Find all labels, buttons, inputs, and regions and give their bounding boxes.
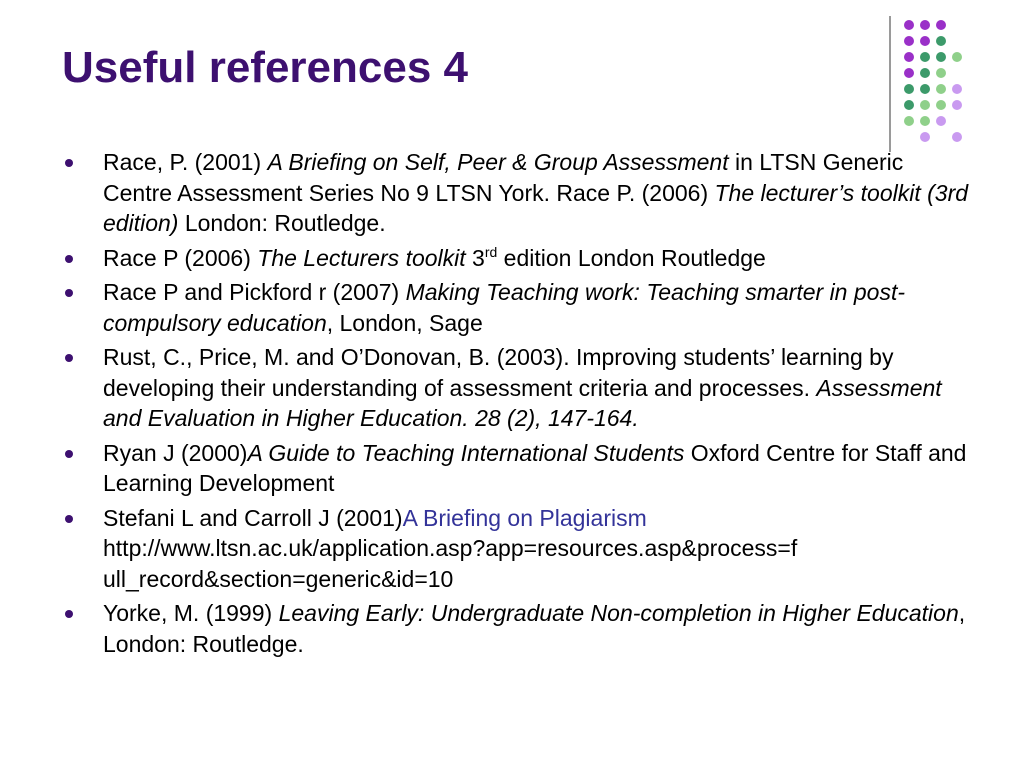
dot: [936, 116, 946, 126]
dot: [920, 52, 930, 62]
ref-text: Stefani L and Carroll J (2001): [103, 504, 403, 531]
dot: [920, 100, 930, 110]
dot: [936, 68, 946, 78]
reference-item: [62, 147, 972, 239]
ref-url: ull_record&section=generic&id=10: [103, 565, 454, 592]
dot: [952, 52, 962, 62]
dot: [920, 68, 930, 78]
ref-title: Assessment and Evaluation in Higher Education. 28 (2), 147-164.: [103, 374, 942, 431]
dot: [936, 36, 946, 46]
ref-title: Leaving Early: Undergraduate Non-completion in Higher Education: [278, 600, 959, 626]
divider-line: [889, 16, 891, 152]
plagiarism-briefing-link[interactable]: A Briefing on Plagiarism: [402, 504, 647, 531]
ref-text: Yorke, M. (1999): [103, 600, 279, 626]
ref-title: A Guide to Teaching International Students: [247, 439, 685, 466]
ref-title: The lecturer’s toolkit (3rd edition): [103, 179, 969, 236]
bullet-dot-icon: [65, 515, 73, 523]
dot-grid-icon: [900, 16, 980, 146]
reference-item: [62, 342, 972, 434]
ref-text: edition London Routledge: [497, 244, 766, 271]
bullet-dot-icon: [65, 289, 73, 297]
dot: [904, 52, 914, 62]
bullet-dot-icon: [65, 610, 73, 618]
ref-text: Oxford Centre for Staff and Learning Development: [103, 439, 967, 496]
ordinal-suffix: rd: [484, 243, 498, 260]
ref-text: Race P and Pickford r (2007): [103, 279, 406, 305]
reference-item: [62, 598, 972, 659]
ref-text: Rust, C., Price, M. and O’Donovan, B. (2003). Improving students’ learning by developing their understanding of assessment criteria and processes.: [103, 344, 894, 401]
reference-item: [62, 503, 972, 595]
dot: [936, 84, 946, 94]
dot: [904, 68, 914, 78]
bullet-dot-icon: [65, 159, 73, 167]
reference-item: [62, 243, 972, 274]
reference-list: [62, 147, 972, 663]
dot: [904, 116, 914, 126]
dot: [952, 100, 962, 110]
ref-title: A Briefing on Self, Peer & Group Assessment: [267, 149, 729, 175]
bullet-dot-icon: [65, 255, 73, 263]
dot: [920, 132, 930, 142]
ref-text: Ryan J (2000): [103, 439, 248, 466]
dot: [904, 84, 914, 94]
ref-text: 3: [465, 244, 485, 271]
bullet-dot-icon: [65, 354, 73, 362]
ref-text: Race, P. (2001): [103, 149, 268, 175]
ref-text: London: Routledge.: [178, 210, 386, 236]
dot: [920, 20, 930, 30]
dot: [904, 100, 914, 110]
dot: [904, 20, 914, 30]
ref-text: Race P (2006): [103, 244, 258, 271]
ref-text: , London, Sage: [326, 309, 483, 336]
slide-title: Useful references 4: [62, 43, 468, 92]
dot: [920, 36, 930, 46]
bullet-dot-icon: [65, 450, 73, 458]
ref-text: in LTSN Generic Centre Assessment Series No 9 LTSN York. Race P. (2006): [103, 149, 904, 206]
dot: [936, 100, 946, 110]
dot: [936, 20, 946, 30]
reference-item: [62, 277, 972, 338]
dot: [920, 84, 930, 94]
ref-title: Making Teaching work: Teaching smarter in post-compulsory education: [103, 279, 905, 336]
dot: [952, 132, 962, 142]
ref-url: http://www.ltsn.ac.uk/application.asp?app=resources.asp&process=f: [103, 535, 798, 561]
dot: [952, 84, 962, 94]
ref-text: , London: Routledge.: [103, 600, 966, 657]
ref-title: The Lecturers toolkit: [257, 244, 466, 271]
dot: [904, 36, 914, 46]
dot: [936, 52, 946, 62]
reference-item: [62, 438, 972, 499]
dot: [920, 116, 930, 126]
